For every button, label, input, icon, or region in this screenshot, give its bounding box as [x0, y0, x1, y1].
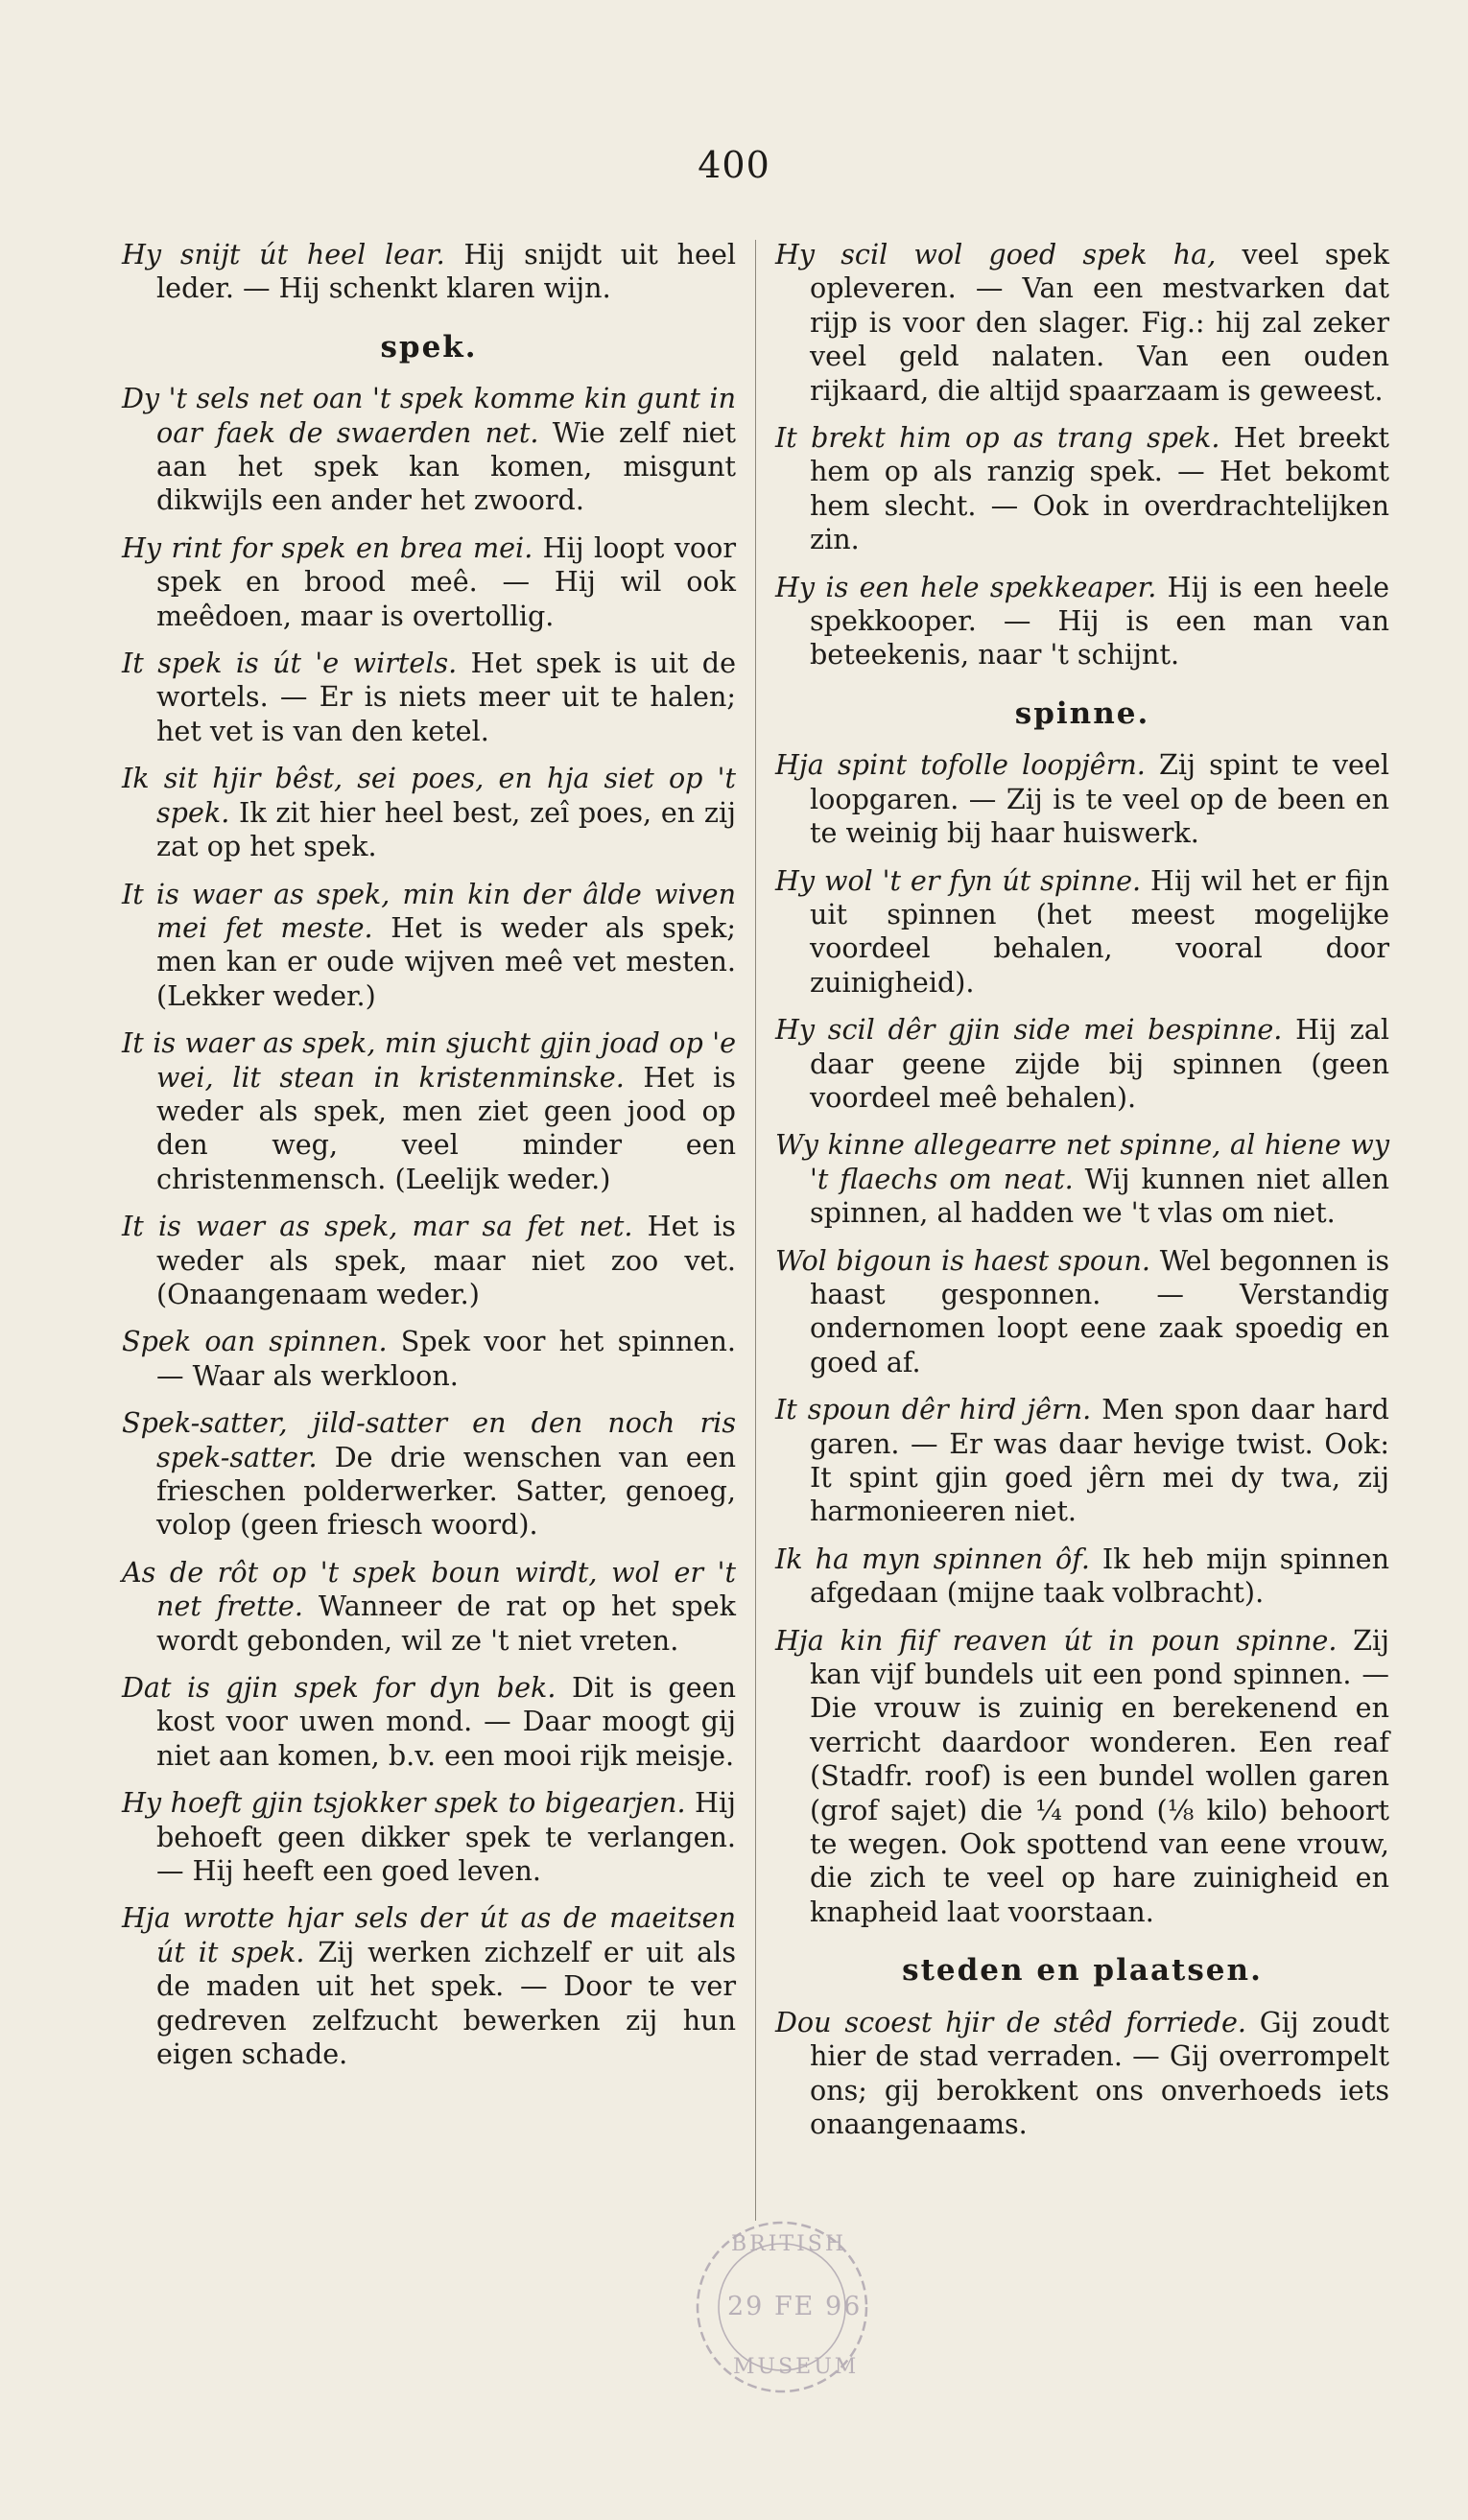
- dictionary-entry: [775, 571, 1389, 672]
- stamp-line-1: BRITISH: [731, 2232, 847, 2256]
- dutch-translation: Gij zoudt hier de stad verraden. — Gij overrompelt ons; gij berokkent ons onverhoeds iets onaangenaams.: [810, 2005, 1389, 2140]
- frisian-phrase: Dat is gjin spek for dyn bek.: [122, 1671, 556, 1705]
- dutch-translation: Spek voor het spinnen. — Waar als werkloon.: [156, 1325, 736, 1392]
- frisian-phrase: It brekt him op as trang spek.: [775, 421, 1220, 455]
- dictionary-entry: [775, 864, 1389, 1001]
- dutch-translation: Het is weder als spek, men ziet geen jood op den weg, veel minder een christenmensch. (Leelijk weder.): [156, 1060, 736, 1195]
- dictionary-entry: [775, 1244, 1389, 1380]
- section-heading-spek: spek.: [380, 329, 478, 365]
- frisian-phrase: It is waer as spek, min kin der âlde wiven mei fet meste.: [122, 877, 736, 944]
- frisian-phrase: Ik ha myn spinnen ôf.: [775, 1542, 1090, 1575]
- dutch-translation: Hij is een heele spekkooper. — Hij is een man van beteekenis, naar 't schijnt.: [810, 570, 1389, 671]
- frisian-phrase: As de rôt op 't spek boun wirdt, wol er 't net frette.: [122, 1555, 736, 1623]
- right-column: [775, 238, 1389, 2155]
- dictionary-entry: [122, 1325, 736, 1393]
- dictionary-entry: [122, 1026, 736, 1196]
- dictionary-entry: [122, 1556, 736, 1658]
- dutch-translation: veel spek opleveren. — Van een mestvarken dat rijp is voor den slager. Fig.: hij zal zeker veel geld nalaten. Van een ouden rijkaard, die altijd spaarzaam is geweest.: [810, 238, 1390, 407]
- dictionary-entry: [775, 1128, 1389, 1230]
- dutch-translation: Ik zit hier heel best, zeî poes, en zij zat op het spek.: [156, 795, 736, 863]
- dictionary-entry: [775, 238, 1389, 408]
- frisian-phrase: Wy kinne allegearre net spinne, al hiene wy 't flaechs om neat.: [775, 1128, 1389, 1195]
- frisian-phrase: Hy rint for spek en brea mei.: [122, 530, 533, 564]
- dutch-translation: Het is weder als spek, maar niet zoo vet. (Onaangenaam weder.): [156, 1210, 736, 1310]
- frisian-phrase: Dy 't sels net oan 't spek komme kin gunt in oar faek de swaerden net.: [122, 382, 736, 449]
- dutch-translation: Dit is geen kost voor uwen mond. — Daar moogt gij niet aan komen, b.v. een mooi rijk meisje.: [156, 1671, 736, 1772]
- dutch-translation: Zij kan vijf bundels uit een pond spinnen. — Die vrouw is zuinig en berekenend en verricht daardoor wonderen. Een reaf (Stadfr. roof) is een bundel wollen garen (grof sajet) die ¼ pond (⅛ kilo) behoort te wegen. Ook spottend van eene vrouw, die zich te veel op hare zuinigheid en knapheid laat voorstaan.: [810, 1623, 1389, 1928]
- dictionary-entry: [122, 762, 736, 863]
- stamp-line-3: MUSEUM: [733, 2355, 860, 2379]
- dictionary-entry: [775, 421, 1389, 557]
- dictionary-entry: [122, 382, 736, 518]
- frisian-phrase: Hja kin fiif reaven út in poun spinne.: [775, 1623, 1338, 1657]
- dutch-translation: Zij werken zichzelf er uit als de maden uit het spek. — Door te ver gedreven zelfzucht bewerken zij hun eigen schade.: [156, 1935, 736, 2071]
- frisian-phrase: Hy is een hele spekkeaper.: [775, 570, 1157, 603]
- dutch-translation: Wanneer de rat op het spek wordt gebonden, wil ze 't niet vreten.: [156, 1590, 736, 1657]
- dutch-translation: Hij zal daar geene zijde bij spinnen (geen voordeel meê behalen).: [810, 1013, 1389, 1114]
- section-heading-steden: steden en plaatsen.: [902, 1953, 1263, 1989]
- frisian-phrase: It is waer as spek, min sjucht gjin joad op 'e wei, lit stean in kristenminske.: [122, 1026, 736, 1094]
- dictionary-entry: [122, 1671, 736, 1773]
- dictionary-entry: [122, 531, 736, 633]
- dictionary-entry: [122, 878, 736, 1014]
- dutch-translation: Hij loopt voor spek en brood meê. — Hij wil ook meêdoen, maar is overtollig.: [156, 530, 736, 632]
- dutch-translation: Hij wil het er fijn uit spinnen (het meest mogelijke voordeel behalen, vooral door zuinigheid).: [810, 863, 1389, 999]
- library-stamp: [672, 2211, 892, 2403]
- dutch-translation: Het breekt hem op als ranzig spek. — Het bekomt hem slecht. — Ook in overdrachtelijken zin.: [810, 421, 1389, 556]
- frisian-phrase: It spoun dêr hird jêrn.: [775, 1393, 1092, 1426]
- frisian-phrase: Hy scil wol goed spek ha,: [775, 238, 1217, 271]
- frisian-phrase: It spek is út 'e wirtels.: [122, 647, 458, 680]
- dictionary-entry: [122, 1901, 736, 2071]
- left-entries-a: [122, 238, 736, 306]
- dictionary-entry: [122, 238, 736, 306]
- column-divider: [755, 240, 756, 2221]
- frisian-phrase: Hy wol 't er fyn út spinne.: [775, 863, 1142, 897]
- frisian-phrase: Hja spint tofolle loopjêrn.: [775, 748, 1146, 782]
- frisian-phrase: Hy scil dêr gjin side mei bespinne.: [775, 1013, 1283, 1047]
- dutch-translation: Men spon daar hard garen. — Er was daar hevige twist. Ook: It spint gjin goed jêrn mei dy twa, zij harmonieeren niet.: [810, 1393, 1389, 1528]
- right-entries-b: [775, 748, 1389, 1929]
- left-column: [122, 238, 736, 2085]
- frisian-phrase: Dou scoest hjir de stêd forriede.: [775, 2005, 1246, 2038]
- section-heading-spinne: spinne.: [1014, 695, 1150, 731]
- stamp-line-2: 29 FE 96: [727, 2292, 863, 2321]
- dictionary-entry: [775, 1624, 1389, 1930]
- frisian-phrase: Spek-satter, jild-satter en den noch ris spek-satter.: [122, 1406, 736, 1473]
- right-entries-c: [775, 2006, 1389, 2142]
- dutch-translation: Het is weder als spek; men kan er oude wijven meê vet mesten. (Lekker weder.): [156, 910, 736, 1012]
- frisian-phrase: It is waer as spek, mar sa fet net.: [122, 1210, 633, 1243]
- page-number: 400: [698, 144, 770, 186]
- dutch-translation: Wel begonnen is haast gesponnen. — Verstandig ondernomen loopt eene zaak spoedig en goed af.: [810, 1243, 1390, 1378]
- frisian-phrase: Spek oan spinnen.: [122, 1325, 388, 1358]
- left-entries-b: [122, 382, 736, 2071]
- dutch-translation: Zij spint te veel loopgaren. — Zij is te veel op de been en te weinig bij haar huiswerk.: [810, 748, 1389, 850]
- frisian-phrase: Wol bigoun is haest spoun.: [775, 1243, 1150, 1277]
- dictionary-entry: [775, 1393, 1389, 1529]
- dictionary-entry: [122, 1210, 736, 1311]
- dutch-translation: Wij kunnen niet allen spinnen, al hadden we 't vlas om niet.: [810, 1162, 1389, 1230]
- dictionary-entry: [775, 1013, 1389, 1115]
- dutch-translation: Hij behoeft geen dikker spek te verlangen. — Hij heeft een goed leven.: [156, 1786, 736, 1888]
- dutch-translation: Wie zelf niet aan het spek kan komen, misgunt dikwijls een ander het zwoord.: [156, 415, 736, 517]
- dutch-translation: De drie wenschen van een frieschen polderwerker. Satter, genoeg, volop (geen friesch woord).: [156, 1440, 736, 1542]
- right-entries-a: [775, 238, 1389, 672]
- dictionary-entry: [775, 748, 1389, 850]
- dutch-translation: Ik heb mijn spinnen afgedaan (mijne taak volbracht).: [810, 1542, 1389, 1610]
- frisian-phrase: Hy snijt út heel lear.: [122, 238, 445, 271]
- dictionary-entry: [122, 647, 736, 748]
- frisian-phrase: Ik sit hjir bêst, sei poes, en hja siet op 't spek.: [122, 762, 736, 829]
- frisian-phrase: Hy hoeft gjin tsjokker spek to bigearjen.: [122, 1786, 686, 1820]
- dutch-translation: Hij snijdt uit heel leder. — Hij schenkt klaren wijn.: [156, 238, 737, 305]
- dictionary-entry: [775, 2006, 1389, 2142]
- dictionary-entry: [775, 1543, 1389, 1611]
- dictionary-entry: [122, 1406, 736, 1543]
- dutch-translation: Het spek is uit de wortels. — Er is niets meer uit te halen; het vet is van den ketel.: [156, 647, 736, 747]
- frisian-phrase: Hja wrotte hjar sels der út as de maeitsen út it spek.: [122, 1901, 736, 1968]
- dictionary-entry: [122, 1786, 736, 1888]
